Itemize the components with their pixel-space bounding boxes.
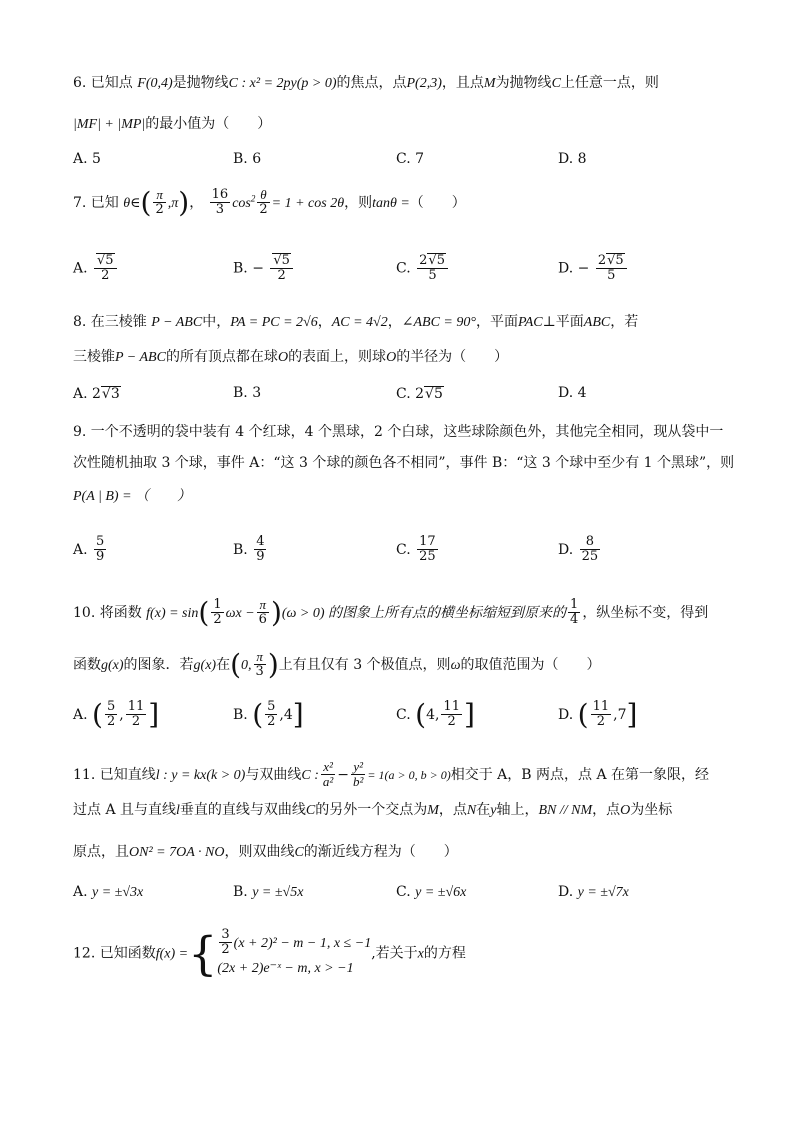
q10-option-a: A. ( $\frac{5}{2}$ , $\frac{11}{2}$ ] bbox=[73, 697, 160, 731]
q8-option-d: D. 4 bbox=[558, 385, 587, 401]
q9-option-b: B. $\frac{4}{9}$ bbox=[233, 534, 265, 565]
question-11-line3: 原点，且ON² = 7OA · NO，则双曲线C的渐近线方程为（ ） bbox=[73, 844, 458, 860]
question-6-line1: 6. 已知点 F(0,4)是抛物线C : x² = 2py(p > 0)的焦点，点P(2,3)，且点M为抛物线C上任意一点，则 bbox=[73, 75, 659, 91]
q10-option-c: C. (4, $\frac{11}{2}$ ] bbox=[396, 697, 475, 731]
q9-option-d: D. $\frac{8}{25}$ bbox=[558, 534, 599, 565]
q11-option-c: C. y = ±√6x bbox=[396, 884, 467, 900]
q9-option-a: A. $\frac{5}{9}$ bbox=[73, 534, 105, 565]
question-7: 7. 已知 θ∈( $\frac{\pi}{2}$ ,π)， $\frac{16}{3}$ $\cos^2$ $\frac{\theta}{2}$ = 1 + cos 2θ，则tanθ =（ ） bbox=[73, 185, 466, 219]
q7-option-c: C. $\frac{2√5}{5}$ bbox=[396, 253, 450, 284]
question-11-line2: 过点 A 且与直线l垂直的直线与双曲线C的另外一个交点为M，点N在y轴上，BN // NM，点O为坐标 bbox=[73, 802, 673, 818]
q7-option-a: A. $\frac{√5}{2}$ bbox=[73, 253, 119, 284]
q11-option-a: A. y = ±√3x bbox=[73, 884, 144, 900]
q8-option-b: B. 3 bbox=[233, 385, 262, 401]
q10-option-b: B. ( $\frac{5}{2}$ ,4] bbox=[233, 697, 304, 731]
question-11-line1: 11. 已知直线l : y = kx(k > 0)与双曲线C : $\frac{\text{x²}}{\text{a²}}$ − $\frac{\text{y²}}{\text{b²}}$ = 1(a > 0, b > 0)相交于 A，B 两点，点 A 在第一象限，经 bbox=[73, 759, 710, 790]
question-8-line1: 8. 在三棱锥 P − ABC中，PA = PC = 2√6，AC = 4√2，∠ABC = 90°，平面PAC⊥平面ABC，若 bbox=[73, 314, 639, 330]
q6-option-b: B. 6 bbox=[233, 151, 262, 167]
q6-option-a: A. 5 bbox=[73, 151, 101, 167]
q11-option-b: B. y = ±√5x bbox=[233, 884, 304, 900]
q11-option-d: D. y = ±√7x bbox=[558, 884, 629, 900]
q8-option-c: C. 2√5 bbox=[396, 386, 443, 402]
question-6-line2: |MF| + |MP|的最小值为（ ） bbox=[73, 116, 272, 132]
q6-option-d: D. 8 bbox=[558, 151, 587, 167]
q6-option-c: C. 7 bbox=[396, 151, 425, 167]
q10-option-d: D. ( $\frac{11}{2}$ ,7] bbox=[558, 697, 638, 731]
q8-option-a: A. 2√3 bbox=[73, 386, 120, 402]
question-8-line2: 三棱锥P − ABC的所有顶点都在球O的表面上，则球O的半径为（ ） bbox=[73, 349, 509, 365]
question-9-line3: P(A | B) = （ ） bbox=[73, 489, 192, 504]
question-9-line2: 次性随机抽取 3 个球，事件 A：“这 3 个球的颜色各不相同”，事件 B：“这 3 个球中至少有 1 个黑球”，则 bbox=[73, 455, 735, 471]
question-12: 12. 已知函数f(x) ={ $\frac{3}{2}$ (x + 2)² − m − 1, x ≤ −1 (2x + 2)e⁻ˣ − m, x > −1 ,若关于x的方程 bbox=[73, 926, 466, 981]
q7-option-d: D. − $\frac{2√5}{5}$ bbox=[558, 253, 629, 284]
question-10-line1: 10. 将函数 f(x) = sin( $\frac{1}{2}$ ωx − $\frac{\pi}{6}$ )(ω > 0) 的图象上所有点的横坐标缩短到原来的 $\frac{1}{4}$ ，纵坐标不变，得到 bbox=[73, 595, 709, 629]
q7-option-b: B. − $\frac{√5}{2}$ bbox=[233, 253, 295, 284]
question-10-line2: 函数g(x)的图象．若g(x)在(0, $\frac{\pi}{3}$ )上有且仅有 3 个极值点，则ω的取值范围为（ ） bbox=[73, 647, 601, 681]
q9-option-c: C. $\frac{17}{25}$ bbox=[396, 534, 436, 565]
question-9-line1: 9. 一个不透明的袋中装有 4 个红球，4 个黑球，2 个白球，这些球除颜色外，其他完全相同，现从袋中一 bbox=[73, 424, 724, 440]
